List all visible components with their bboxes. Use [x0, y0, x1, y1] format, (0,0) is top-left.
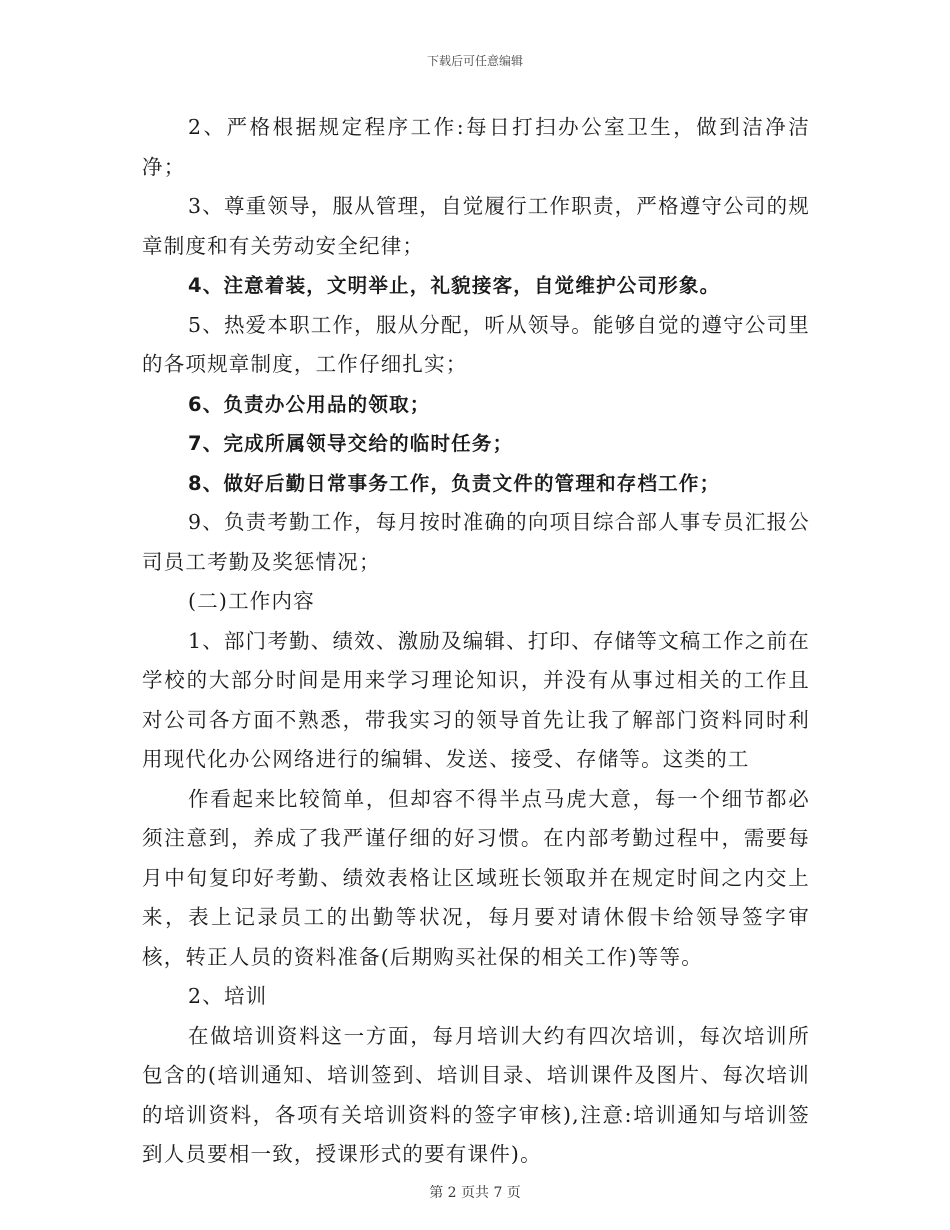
paragraph-training: 在做培训资料这一方面，每月培训大约有四次培训，每次培训所包含的(培训通知、培训签到、培训目录、培训课件及图片、每次培训的培训资料，各项有关培训资料的签字审核),注意:培训通知与培训签到人员要相一致，授课形式的要有课件)。 — [142, 1023, 810, 1166]
subheading-training: 2、培训 — [188, 984, 268, 1008]
section-heading: (二)工作内容 — [188, 589, 315, 613]
page-header: 下载后可任意编辑 — [426, 54, 523, 68]
paragraph-item-3: 3、尊重领导，服从管理，自觉履行工作职责，严格遵守公司的规章制度和有关劳动安全纪律； — [142, 194, 810, 258]
paragraph-item-8: 8、做好后勤日常事务工作，负责文件的管理和存档工作； — [188, 471, 721, 495]
paragraph-item-2: 2、严格根据规定程序工作:每日打扫办公室卫生，做到洁净洁净； — [142, 115, 810, 179]
paragraph-item-7: 7、完成所属领导交给的临时任务； — [188, 432, 514, 455]
paragraph-item-9: 9、负责考勤工作，每月按时准确的向项目综合部人事专员汇报公司员工考勤及奖惩情况； — [142, 510, 810, 574]
paragraph-item-6: 6、负责办公用品的领取； — [188, 392, 431, 416]
paragraph-item-5: 5、热爱本职工作，服从分配，听从领导。能够自觉的遵守公司里的各项规章制度，工作仔细扎实； — [142, 312, 810, 376]
paragraph-item-4: 4、注意着装，文明举止，礼貌接客，自觉维护公司形象。 — [188, 274, 721, 297]
paragraph-attendance-cont: 作看起来比较简单，但却容不得半点马虎大意，每一个细节都必须注意到，养成了我严谨仔细的好习惯。在内部考勤过程中，需要每月中旬复印好考勤、绩效表格让区域班长领取并在规定时间之内交上来，表上记录员工的出勤等状况，每月要对请休假卡给领导签字审核，转正人员的资料准备(后期购买社保的相关工作)等等。 — [142, 786, 810, 969]
paragraph-attendance: 1、部门考勤、绩效、激励及编辑、打印、存储等文稿工作之前在学校的大部分时间是用来学习理论知识，并没有从事过相关的工作且对公司各方面不熟悉，带我实习的领导首先让我了解部门资料同时利用现代化办公网络进行的编辑、发送、接受、存储等。这类的工 — [142, 628, 810, 771]
document-body — [142, 108, 810, 1175]
page-footer: 第 2 页共 7 页 — [429, 1185, 521, 1201]
